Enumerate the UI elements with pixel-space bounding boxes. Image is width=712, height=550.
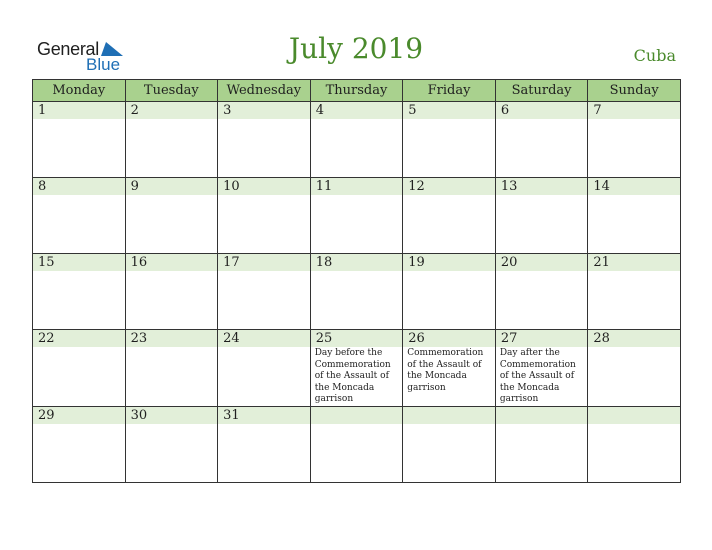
day-cell (125, 178, 218, 254)
weekday-header: Friday (403, 80, 496, 102)
day-cell (588, 102, 681, 178)
day-number: 13 (496, 178, 588, 195)
logo-word-blue: Blue (86, 55, 121, 74)
day-number: 22 (33, 330, 125, 347)
day-number: 5 (403, 102, 495, 119)
day-cell (33, 102, 126, 178)
logo-word-general: General (37, 39, 99, 59)
day-number: 15 (33, 254, 125, 271)
day-cell (495, 178, 588, 254)
week-row (33, 102, 681, 178)
day-number: 1 (33, 102, 125, 119)
day-number (403, 407, 495, 424)
day-cell (33, 406, 126, 482)
day-number: 7 (588, 102, 680, 119)
day-number: 6 (496, 102, 588, 119)
day-cell (403, 254, 496, 330)
day-cell (218, 254, 311, 330)
day-cell (125, 102, 218, 178)
holiday-event: Day after the Commemoration of the Assault of the Moncada garrison (499, 348, 576, 404)
week-row (33, 330, 681, 407)
day-number: 27 (496, 330, 588, 347)
weekday-header: Tuesday (125, 80, 218, 102)
day-cell (218, 406, 311, 482)
weekday-header: Monday (33, 80, 126, 102)
day-cell (218, 178, 311, 254)
day-cell (33, 330, 126, 407)
week-row (33, 178, 681, 254)
day-cell (588, 178, 681, 254)
day-cell (495, 254, 588, 330)
week-row (33, 254, 681, 330)
weekday-header: Wednesday (218, 80, 311, 102)
day-number: 11 (311, 178, 403, 195)
day-number: 14 (588, 178, 680, 195)
day-number: 19 (403, 254, 495, 271)
day-number (496, 407, 588, 424)
day-number: 24 (218, 330, 310, 347)
day-number: 10 (218, 178, 310, 195)
day-number: 29 (33, 407, 125, 424)
day-cell (125, 254, 218, 330)
day-cell (218, 330, 311, 407)
day-number: 18 (311, 254, 403, 271)
day-cell (310, 102, 403, 178)
weekday-header: Saturday (495, 80, 588, 102)
day-number: 23 (126, 330, 218, 347)
day-number: 9 (126, 178, 218, 195)
day-cell (125, 406, 218, 482)
day-number: 12 (403, 178, 495, 195)
day-cell (33, 178, 126, 254)
day-cell (403, 102, 496, 178)
day-number: 16 (126, 254, 218, 271)
holiday-event: Day before the Commemoration of the Assault of the Moncada garrison (314, 348, 391, 404)
day-cell (310, 406, 403, 482)
page-title: July 2019 (288, 32, 424, 65)
day-cell (403, 406, 496, 482)
weekday-header: Thursday (310, 80, 403, 102)
calendar-grid (32, 79, 681, 483)
day-number: 2 (126, 102, 218, 119)
day-cell (310, 178, 403, 254)
day-number: 17 (218, 254, 310, 271)
day-number: 25 (311, 330, 403, 347)
day-number: 28 (588, 330, 680, 347)
day-cell (125, 330, 218, 407)
day-cell (495, 330, 588, 407)
weekday-header: Sunday (588, 80, 681, 102)
day-cell (218, 102, 311, 178)
day-number (588, 407, 680, 424)
day-cell (495, 102, 588, 178)
day-number (311, 407, 403, 424)
day-number: 8 (33, 178, 125, 195)
day-cell (588, 330, 681, 407)
day-number: 4 (311, 102, 403, 119)
week-row (33, 406, 681, 482)
day-cell (588, 406, 681, 482)
day-number: 30 (126, 407, 218, 424)
day-number: 20 (496, 254, 588, 271)
holiday-event: Commemoration of the Assault of the Moncada garrison (407, 348, 484, 393)
day-cell (495, 406, 588, 482)
weekday-header-row (33, 80, 681, 102)
day-cell (310, 330, 403, 407)
day-number: 3 (218, 102, 310, 119)
day-cell (403, 178, 496, 254)
day-cell (310, 254, 403, 330)
day-cell (33, 254, 126, 330)
day-number: 31 (218, 407, 310, 424)
day-cell (588, 254, 681, 330)
day-cell (403, 330, 496, 407)
day-number: 21 (588, 254, 680, 271)
country-label: Cuba (633, 46, 676, 65)
day-number: 26 (403, 330, 495, 347)
